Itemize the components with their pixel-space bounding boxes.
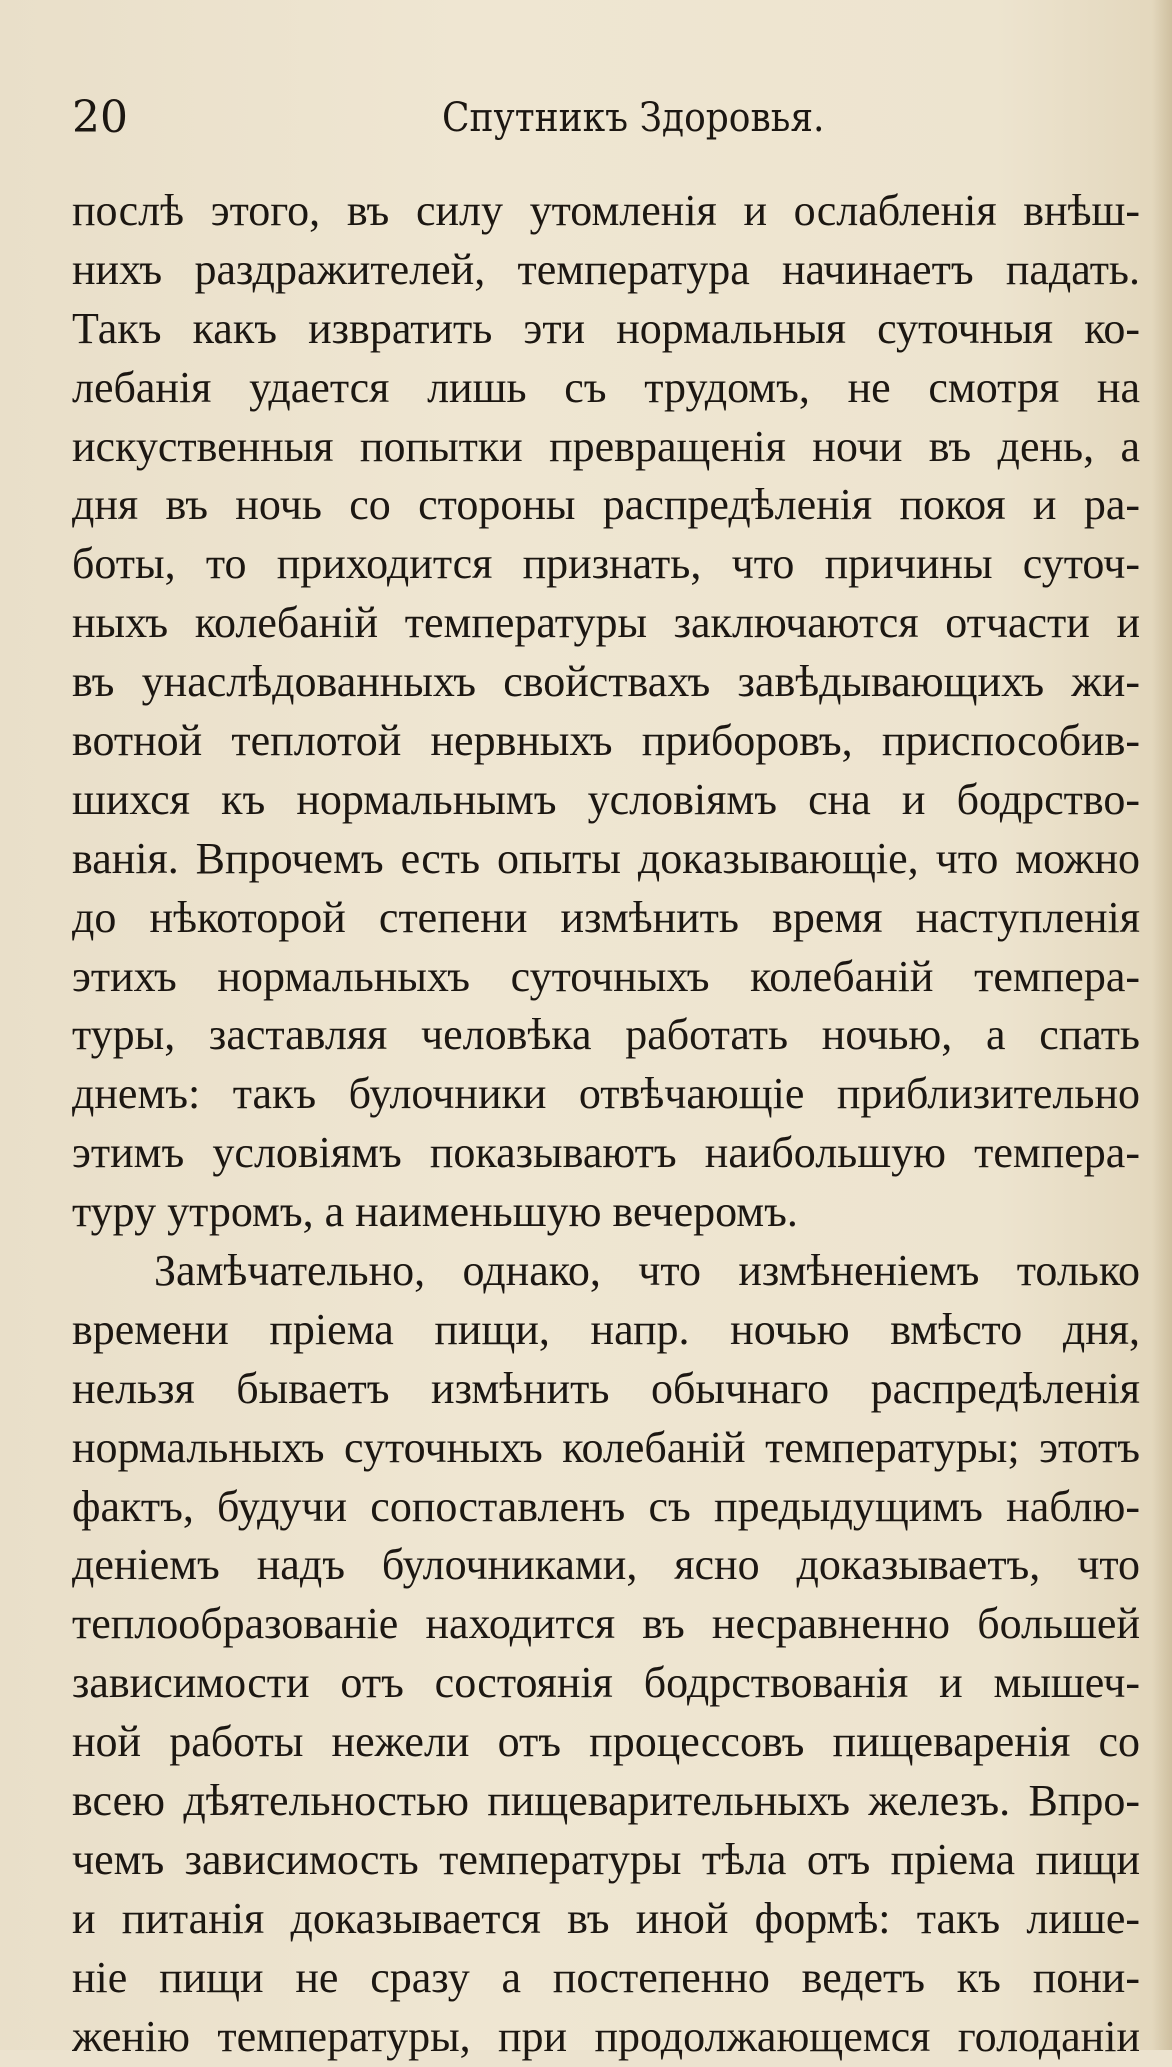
- text-line: зависимости отъ состоянія бодрствованія и мышеч-: [72, 1658, 1140, 1708]
- text-line: вотной теплотой нервныхъ приборовъ, приспособив-: [72, 716, 1140, 766]
- text-line: чемъ зависимость температуры тѣла отъ пріема пищи: [72, 1834, 1140, 1884]
- text-line: теплообразованіе находится въ несравненно большей: [72, 1599, 1140, 1649]
- text-line: ванія. Впрочемъ есть опыты доказывающіе, что можно: [72, 833, 1140, 883]
- text-line: днемъ: такъ булочники отвѣчающіе приблизительно: [72, 1069, 1140, 1119]
- running-title: Спутникъ Здоровья.: [442, 95, 825, 141]
- text-line: и питанія доказывается въ иной формѣ: такъ лише-: [72, 1893, 1140, 1943]
- text-line: ніе пищи не сразу а постепенно ведетъ къ пони-: [72, 1952, 1140, 2002]
- text-line: всею дѣятельностью пищеварительныхъ железъ. Впро-: [72, 1776, 1140, 1826]
- text-line: туры, заставляя человѣка работать ночью, а спать: [72, 1010, 1140, 1060]
- text-line: нельзя бываетъ измѣнить обычнаго распредѣленія: [72, 1363, 1140, 1413]
- page-edge-shadow: [1152, 0, 1172, 2050]
- text-line: ной работы нежели отъ процессовъ пищеваренія со: [72, 1717, 1140, 1767]
- text-line: боты, то приходится признать, что причины суточ-: [72, 539, 1140, 589]
- text-line: нихъ раздражителей, температура начинаетъ падать.: [72, 244, 1140, 294]
- text-line: этимъ условіямъ показываютъ наибольшую темпера-: [72, 1128, 1140, 1178]
- text-line: искуственныя попытки превращенія ночи въ день, а: [72, 421, 1140, 471]
- text-line: Такъ какъ извратить эти нормальныя суточныя ко-: [72, 303, 1140, 353]
- text-line: женію температуры, при продолжающемся голоданіи: [72, 2011, 1140, 2061]
- text-line: послѣ этого, въ силу утомленія и ослабленія внѣш-: [72, 186, 1140, 235]
- text-line: лебанія удается лишь съ трудомъ, не смотря на: [72, 362, 1140, 412]
- text-line: времени пріема пищи, напр. ночью вмѣсто дня,: [72, 1304, 1140, 1354]
- text-line: деніемъ надъ булочниками, ясно доказываетъ, что: [72, 1540, 1140, 1590]
- text-line: въ унаслѣдованныхъ свойствахъ завѣдывающихъ жи-: [72, 657, 1140, 707]
- body-text: [72, 182, 1140, 2067]
- text-line: нормальныхъ суточныхъ колебаній температуры; этотъ: [72, 1422, 1140, 1472]
- page-number: 20: [72, 92, 128, 143]
- text-line: ныхъ колебаній температуры заключаются отчасти и: [72, 598, 1140, 648]
- text-line: дня въ ночь со стороны распредѣленія покоя и ра-: [72, 480, 1140, 530]
- text-line: туру утромъ, а наименьшую вечеромъ.: [72, 1187, 798, 1237]
- page-header: [72, 88, 1112, 148]
- text-line: шихся къ нормальнымъ условіямъ сна и бодрство-: [72, 774, 1140, 824]
- text-line: Замѣчательно, однако, что измѣненіемъ только: [154, 1246, 1140, 1296]
- text-line: до нѣкоторой степени измѣнить время наступленія: [72, 892, 1140, 942]
- text-line: этихъ нормальныхъ суточныхъ колебаній темпера-: [72, 951, 1140, 1001]
- text-line: фактъ, будучи сопоставленъ съ предыдущимъ наблю-: [72, 1481, 1140, 1531]
